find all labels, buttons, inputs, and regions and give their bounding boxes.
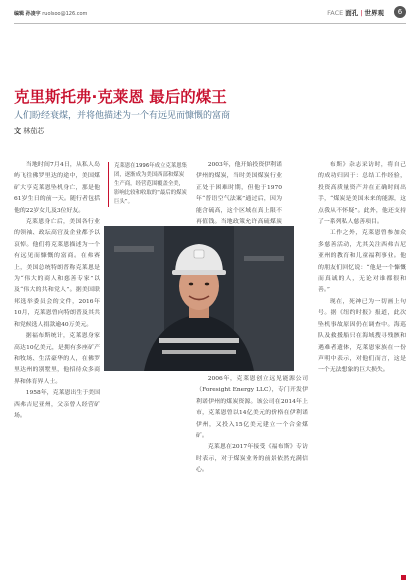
paragraph: 布斯》杂志采访时，将自己的成功归因于：总结工作经验，投资高质量资产并在正确时间出手，“煤炭是美国未来的能源，这点我从不怀疑”。此外，他还支持了一系列私人慈善项目。 bbox=[318, 162, 406, 226]
article-column-2-top bbox=[196, 160, 282, 226]
article-author bbox=[14, 126, 44, 136]
paragraph: 克莱恩身亡后，美国各行业的领袖、政坛高官及企业都予以哀悼。他们将克莱恩描述为一个有远见而慷慨的富商。在弗赛上，美国总统特朗普称克莱恩是为“伟大的商人和慈善专家”以及“伟大的共和党人”。据美国联邦选举委员会的文件，2016年10月，克莱恩曾向特朗普及其共和党候选人捐款逾40万美元。 bbox=[14, 219, 100, 328]
paragraph: 现在，死神已为一切画上句号。据《纽约时报》报道，此次坠机事故原因仍在调查中。海巡队及救援船只在海域搜寻残骸和遇难者遗体，克莱恩家族在一份声明中表示，对他们而言，这是一个无法想象的巨大损失。 bbox=[318, 298, 406, 374]
paragraph: 克莱恩在2017年接受《福布斯》专访时表示，对于煤炭业务的前景依然充满信心。 bbox=[196, 444, 308, 474]
article-column-3 bbox=[318, 160, 406, 570]
article-column-2-bottom bbox=[196, 374, 308, 570]
section-name: 面孔 bbox=[345, 9, 359, 17]
page-header-editor bbox=[14, 10, 87, 17]
section-face: FACE bbox=[327, 9, 344, 17]
article-title: 克里斯托弗·克莱恩 最后的煤王 bbox=[14, 88, 227, 106]
article-column-1 bbox=[14, 160, 100, 570]
paragraph: 工作之外，克莱恩曾参加众多慈善活动，尤其关注西弗吉尼亚州的教育和儿童福利事业。他的朋友们回忆说：“他是一个慷慨而真诚的人，无论对谁都很和善。” bbox=[318, 230, 406, 294]
article-subtitle: 人们盼经衰煤，并将他描述为一个有远见而慷慨的富商 bbox=[14, 111, 231, 121]
editor-label: 编辑 bbox=[14, 11, 25, 17]
portrait-photo-icon bbox=[104, 226, 294, 371]
end-mark bbox=[401, 575, 406, 580]
paragraph: 当地时间7月4日，从私人岛屿飞往佛罗里达的途中，美国煤矿大亨克莱恩坠机身亡，那是他61岁生日的前一天。随行者包括他的22岁女儿及3位好友。 bbox=[14, 162, 100, 214]
photo-caption: 克莱恩在1996年成立克莱恩集团，逐渐成为美国西部和煤炭生产商，经营范围覆盖全美，影响比较和收取的“最后的煤炭巨头”。 bbox=[108, 162, 188, 207]
header-rule bbox=[14, 23, 406, 24]
paragraph: 据福布斯统计，克莱恩身家高达10亿美元，是拥有多座矿产和牧场、生活豪华的人，在佛罗里达州的别墅里，他招待众多商界和体育界人士。 bbox=[14, 333, 100, 385]
section-sub: 世界观 bbox=[364, 9, 384, 17]
author-name: 林茄芯 bbox=[23, 127, 45, 135]
paragraph: 1958年，克莱恩出生于美国西弗吉尼亚州，父亲曾人经营矿场。 bbox=[14, 390, 100, 419]
section-label bbox=[327, 8, 384, 17]
editor-name: 孙凌宇 bbox=[25, 11, 41, 17]
paragraph: 2003年，他开始投资伊利诺伊州的煤炭，当时美国煤炭行业正处于困难时期，但他于1970年“普语空气法案”通过后，因为能含硫高，这个区域在真上限不再值钱。当地政策允许高硫煤炭 bbox=[196, 162, 282, 226]
portrait-photo bbox=[104, 226, 294, 371]
paragraph: 2006年，克莱恩创立远见能源公司（Foresight Energy LLC），专门开发伊利诺伊州的煤炭资源。该公司在2014年上市，克莱恩曾以14亿美元的价格在伊利诺伊州，又投入15亿美元建立一个合金煤矿。 bbox=[196, 376, 308, 440]
page-number: 6 bbox=[394, 6, 406, 18]
editor-email: ruolsoo@126.com bbox=[42, 11, 88, 17]
author-prefix: 文 bbox=[14, 127, 21, 135]
section-divider: | bbox=[360, 9, 363, 17]
